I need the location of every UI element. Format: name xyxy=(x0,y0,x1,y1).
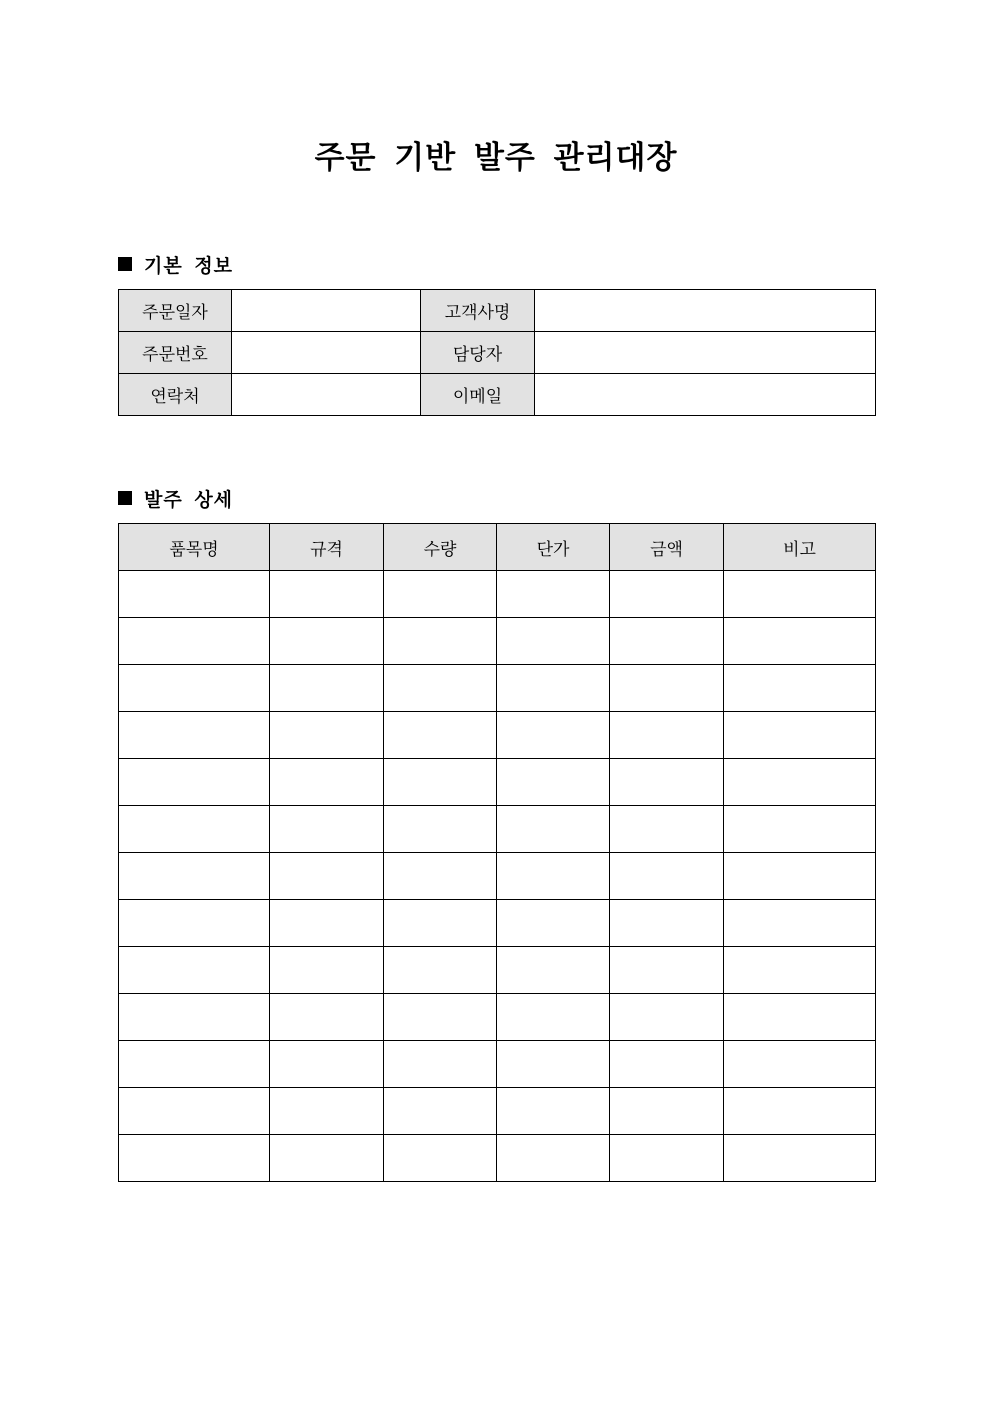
table-cell[interactable] xyxy=(119,712,270,759)
table-cell[interactable] xyxy=(384,1088,497,1135)
column-header: 금액 xyxy=(610,524,724,571)
table-cell[interactable] xyxy=(270,853,384,900)
table-cell[interactable] xyxy=(610,994,724,1041)
table-cell[interactable] xyxy=(610,853,724,900)
table-cell[interactable] xyxy=(384,571,497,618)
table-cell[interactable] xyxy=(270,947,384,994)
square-bullet-icon xyxy=(118,491,132,505)
table-cell[interactable] xyxy=(610,947,724,994)
table-cell[interactable] xyxy=(724,665,876,712)
info-row xyxy=(119,374,876,416)
table-cell[interactable] xyxy=(610,806,724,853)
table-cell[interactable] xyxy=(270,1041,384,1088)
order-detail-table xyxy=(118,523,876,1182)
table-cell[interactable] xyxy=(610,759,724,806)
column-header: 규격 xyxy=(270,524,384,571)
table-row xyxy=(119,994,876,1041)
table-row xyxy=(119,806,876,853)
table-cell[interactable] xyxy=(610,1041,724,1088)
table-cell[interactable] xyxy=(497,947,610,994)
table-cell[interactable] xyxy=(384,994,497,1041)
table-cell[interactable] xyxy=(497,759,610,806)
table-cell[interactable] xyxy=(724,1041,876,1088)
table-cell[interactable] xyxy=(384,665,497,712)
table-cell[interactable] xyxy=(724,618,876,665)
table-cell[interactable] xyxy=(497,712,610,759)
table-cell[interactable] xyxy=(270,994,384,1041)
table-cell[interactable] xyxy=(119,900,270,947)
table-cell[interactable] xyxy=(610,712,724,759)
table-cell[interactable] xyxy=(497,806,610,853)
column-header: 수량 xyxy=(384,524,497,571)
table-cell[interactable] xyxy=(610,618,724,665)
info-label: 주문일자 xyxy=(119,290,232,332)
table-cell[interactable] xyxy=(497,618,610,665)
table-row xyxy=(119,1135,876,1182)
info-row xyxy=(119,290,876,332)
section-heading-label: 기본 정보 xyxy=(144,254,234,277)
table-cell[interactable] xyxy=(270,759,384,806)
table-row xyxy=(119,1041,876,1088)
info-value-field[interactable] xyxy=(535,332,876,374)
section-heading-basic-info xyxy=(118,252,233,276)
table-cell[interactable] xyxy=(119,947,270,994)
table-row xyxy=(119,712,876,759)
table-cell[interactable] xyxy=(724,759,876,806)
table-cell[interactable] xyxy=(724,712,876,759)
basic-info-table xyxy=(118,289,876,416)
table-cell[interactable] xyxy=(270,571,384,618)
table-cell[interactable] xyxy=(119,1135,270,1182)
table-cell[interactable] xyxy=(497,571,610,618)
table-cell[interactable] xyxy=(384,947,497,994)
section-heading-order-detail xyxy=(118,486,233,510)
table-cell[interactable] xyxy=(724,853,876,900)
table-cell[interactable] xyxy=(119,571,270,618)
table-cell[interactable] xyxy=(497,900,610,947)
info-value-field[interactable] xyxy=(535,290,876,332)
table-cell[interactable] xyxy=(119,759,270,806)
table-cell[interactable] xyxy=(384,1041,497,1088)
info-value-field[interactable] xyxy=(232,290,421,332)
table-cell[interactable] xyxy=(724,947,876,994)
info-row xyxy=(119,332,876,374)
table-cell[interactable] xyxy=(497,1135,610,1182)
table-cell[interactable] xyxy=(724,994,876,1041)
table-cell[interactable] xyxy=(610,1088,724,1135)
table-cell[interactable] xyxy=(724,571,876,618)
table-cell[interactable] xyxy=(270,665,384,712)
table-cell[interactable] xyxy=(119,618,270,665)
column-header: 품목명 xyxy=(119,524,270,571)
table-cell[interactable] xyxy=(724,1088,876,1135)
column-header: 단가 xyxy=(497,524,610,571)
info-value-field[interactable] xyxy=(535,374,876,416)
table-cell[interactable] xyxy=(724,806,876,853)
table-cell[interactable] xyxy=(384,618,497,665)
table-row xyxy=(119,759,876,806)
info-label: 고객사명 xyxy=(421,290,535,332)
table-cell[interactable] xyxy=(270,618,384,665)
table-cell[interactable] xyxy=(119,665,270,712)
table-cell[interactable] xyxy=(119,994,270,1041)
info-label: 담당자 xyxy=(421,332,535,374)
table-cell[interactable] xyxy=(384,853,497,900)
table-cell[interactable] xyxy=(270,900,384,947)
table-cell[interactable] xyxy=(270,712,384,759)
table-row xyxy=(119,665,876,712)
table-row xyxy=(119,1088,876,1135)
table-header-row xyxy=(119,524,876,571)
table-row xyxy=(119,571,876,618)
info-value-field[interactable] xyxy=(232,332,421,374)
table-cell[interactable] xyxy=(119,1088,270,1135)
table-cell[interactable] xyxy=(724,1135,876,1182)
table-cell[interactable] xyxy=(119,806,270,853)
table-cell[interactable] xyxy=(270,1088,384,1135)
table-cell[interactable] xyxy=(384,712,497,759)
table-cell[interactable] xyxy=(610,571,724,618)
table-cell[interactable] xyxy=(497,853,610,900)
table-cell[interactable] xyxy=(497,665,610,712)
table-row xyxy=(119,853,876,900)
table-row xyxy=(119,900,876,947)
info-value-field[interactable] xyxy=(232,374,421,416)
table-cell[interactable] xyxy=(610,1135,724,1182)
square-bullet-icon xyxy=(118,257,132,271)
info-label: 주문번호 xyxy=(119,332,232,374)
section-heading-label: 발주 상세 xyxy=(144,488,234,511)
info-label: 연락처 xyxy=(119,374,232,416)
table-cell[interactable] xyxy=(497,1088,610,1135)
table-cell[interactable] xyxy=(610,665,724,712)
table-cell[interactable] xyxy=(497,994,610,1041)
table-cell[interactable] xyxy=(610,900,724,947)
table-cell[interactable] xyxy=(119,853,270,900)
table-cell[interactable] xyxy=(724,900,876,947)
info-label: 이메일 xyxy=(421,374,535,416)
table-cell[interactable] xyxy=(270,806,384,853)
table-cell[interactable] xyxy=(119,1041,270,1088)
table-row xyxy=(119,947,876,994)
table-cell[interactable] xyxy=(384,759,497,806)
table-cell[interactable] xyxy=(384,900,497,947)
table-cell[interactable] xyxy=(384,1135,497,1182)
table-cell[interactable] xyxy=(384,806,497,853)
table-row xyxy=(119,618,876,665)
table-cell[interactable] xyxy=(497,1041,610,1088)
page-title: 주문 기반 발주 관리대장 xyxy=(314,140,678,176)
table-cell[interactable] xyxy=(270,1135,384,1182)
column-header: 비고 xyxy=(724,524,876,571)
